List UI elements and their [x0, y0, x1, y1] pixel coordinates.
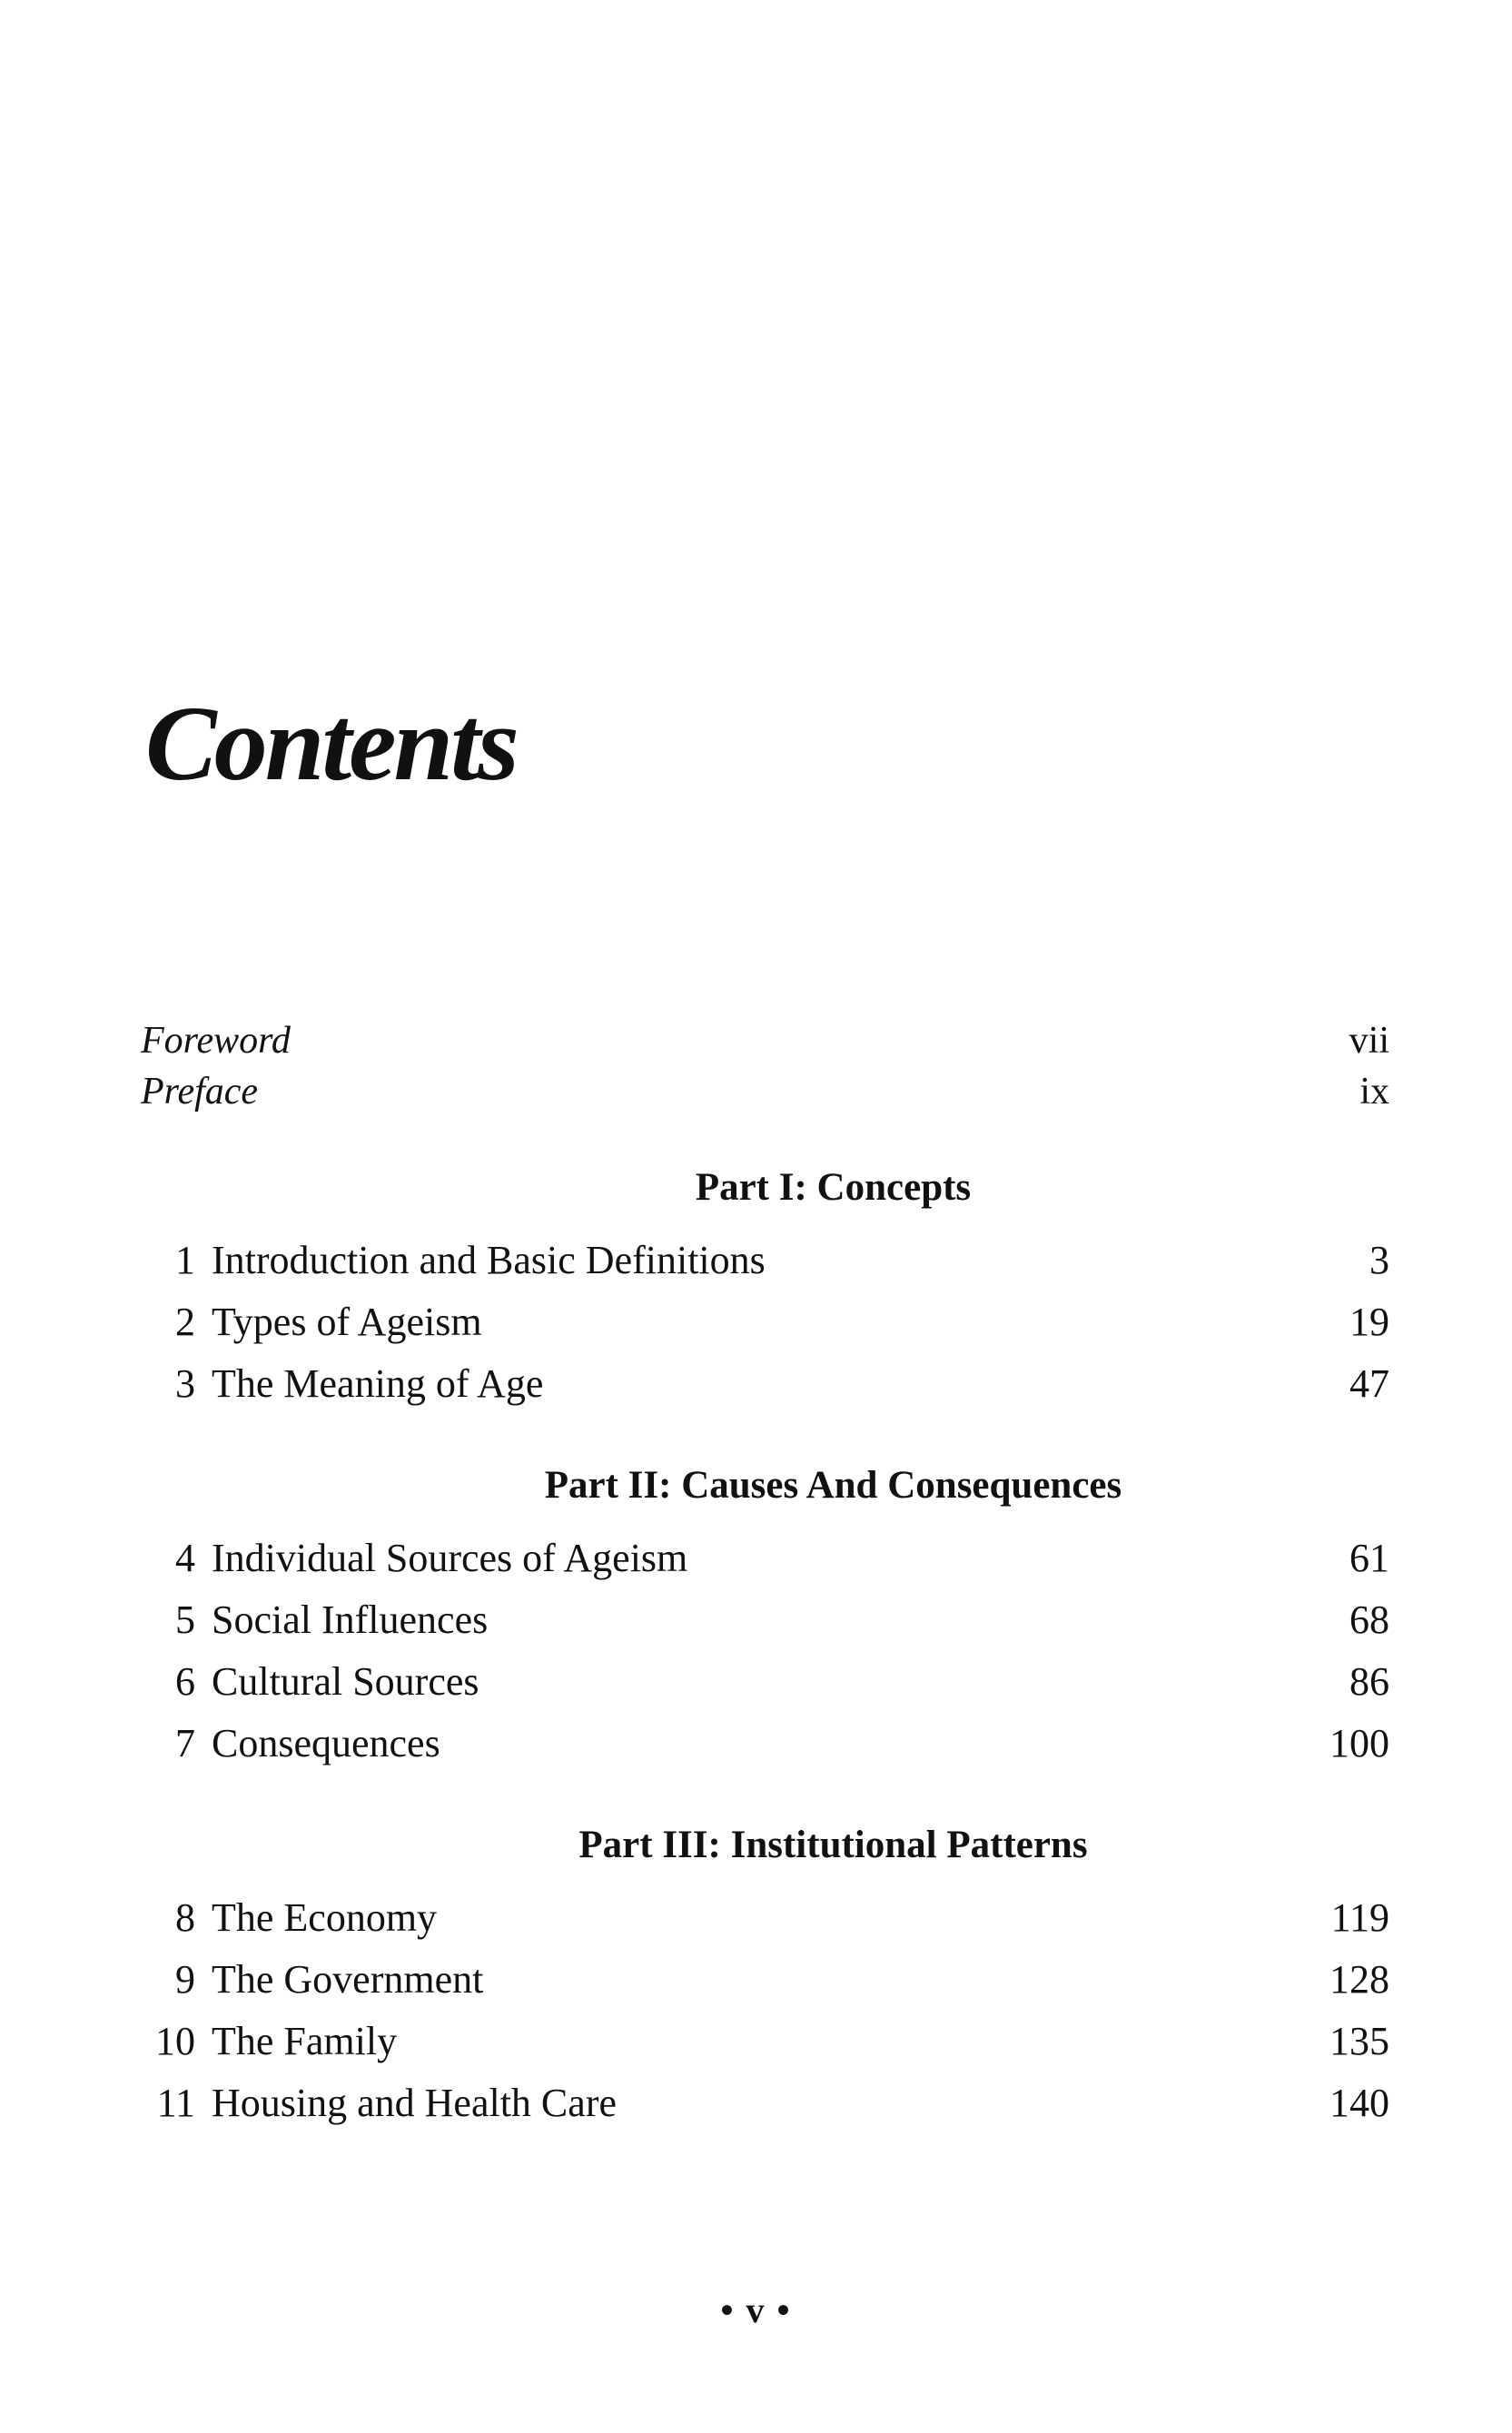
chapter-number: 1: [175, 1238, 195, 1282]
chapter-page: 128: [1329, 1957, 1389, 2002]
toc-chapter-row[interactable]: [141, 1353, 1389, 1415]
chapter-number: 4: [175, 1536, 195, 1580]
chapter-page: 119: [1330, 1895, 1389, 1940]
toc-chapter-row[interactable]: [141, 1291, 1389, 1353]
part-heading-3: Part III: Institutional Patterns: [578, 1824, 1088, 1866]
chapter-number: 6: [175, 1659, 195, 1704]
toc-entry-label: Foreword: [141, 1020, 291, 1062]
chapter-title: Introduction and Basic Definitions: [212, 1238, 766, 1282]
chapter-page: 86: [1349, 1659, 1389, 1704]
page-title: Contents: [145, 684, 517, 803]
part-heading-2: Part II: Causes And Consequences: [544, 1464, 1122, 1507]
toc-entry-label: Preface: [141, 1071, 259, 1113]
chapter-title: Social Influences: [212, 1597, 489, 1642]
toc-entry-foreword[interactable]: [141, 1015, 1389, 1066]
toc-entry-page: vii: [1349, 1020, 1389, 1062]
chapter-title: Cultural Sources: [212, 1659, 479, 1704]
page-folio: • v •: [720, 2290, 792, 2330]
chapter-page: 135: [1329, 2019, 1389, 2063]
chapter-number: 9: [175, 1957, 195, 2002]
chapter-page: 68: [1349, 1597, 1389, 1642]
chapter-page: 47: [1349, 1361, 1389, 1406]
chapter-page: 3: [1369, 1238, 1389, 1282]
chapter-number: 8: [175, 1895, 195, 1940]
toc-chapter-row[interactable]: [141, 1887, 1389, 1949]
toc-entry-preface[interactable]: [141, 1066, 1389, 1117]
chapter-title: Consequences: [212, 1721, 440, 1765]
chapter-title: The Family: [212, 2019, 398, 2063]
chapter-page: 19: [1349, 1300, 1389, 1344]
chapter-title: Housing and Health Care: [212, 2081, 617, 2125]
chapter-page: 61: [1349, 1536, 1389, 1580]
chapter-title: The Meaning of Age: [212, 1361, 544, 1406]
toc-chapter-row[interactable]: [141, 1949, 1389, 2011]
toc-chapter-row[interactable]: [141, 2011, 1389, 2072]
toc-chapter-row[interactable]: [141, 1589, 1389, 1651]
toc-chapter-row[interactable]: [141, 1651, 1389, 1713]
chapter-title: Types of Ageism: [212, 1300, 482, 1344]
chapter-page: 100: [1329, 1721, 1389, 1765]
chapter-title: The Government: [212, 1957, 484, 2002]
toc-chapter-row[interactable]: [141, 1230, 1389, 1291]
chapter-title: Individual Sources of Ageism: [212, 1536, 688, 1580]
toc-chapter-row[interactable]: [141, 2072, 1389, 2134]
table-of-contents: [141, 1015, 1389, 2134]
toc-chapter-row[interactable]: [141, 1528, 1389, 1589]
toc-chapter-row[interactable]: [141, 1713, 1389, 1775]
chapter-number: 5: [175, 1597, 195, 1642]
chapter-number: 7: [175, 1721, 195, 1765]
chapter-number: 2: [175, 1300, 195, 1344]
chapter-number: 11: [156, 2081, 195, 2125]
chapter-number: 10: [155, 2019, 195, 2063]
chapter-page: 140: [1329, 2081, 1389, 2125]
toc-entry-page: ix: [1359, 1071, 1389, 1113]
part-heading-1: Part I: Concepts: [695, 1166, 972, 1209]
chapter-number: 3: [175, 1361, 195, 1406]
chapter-title: The Economy: [212, 1895, 438, 1940]
